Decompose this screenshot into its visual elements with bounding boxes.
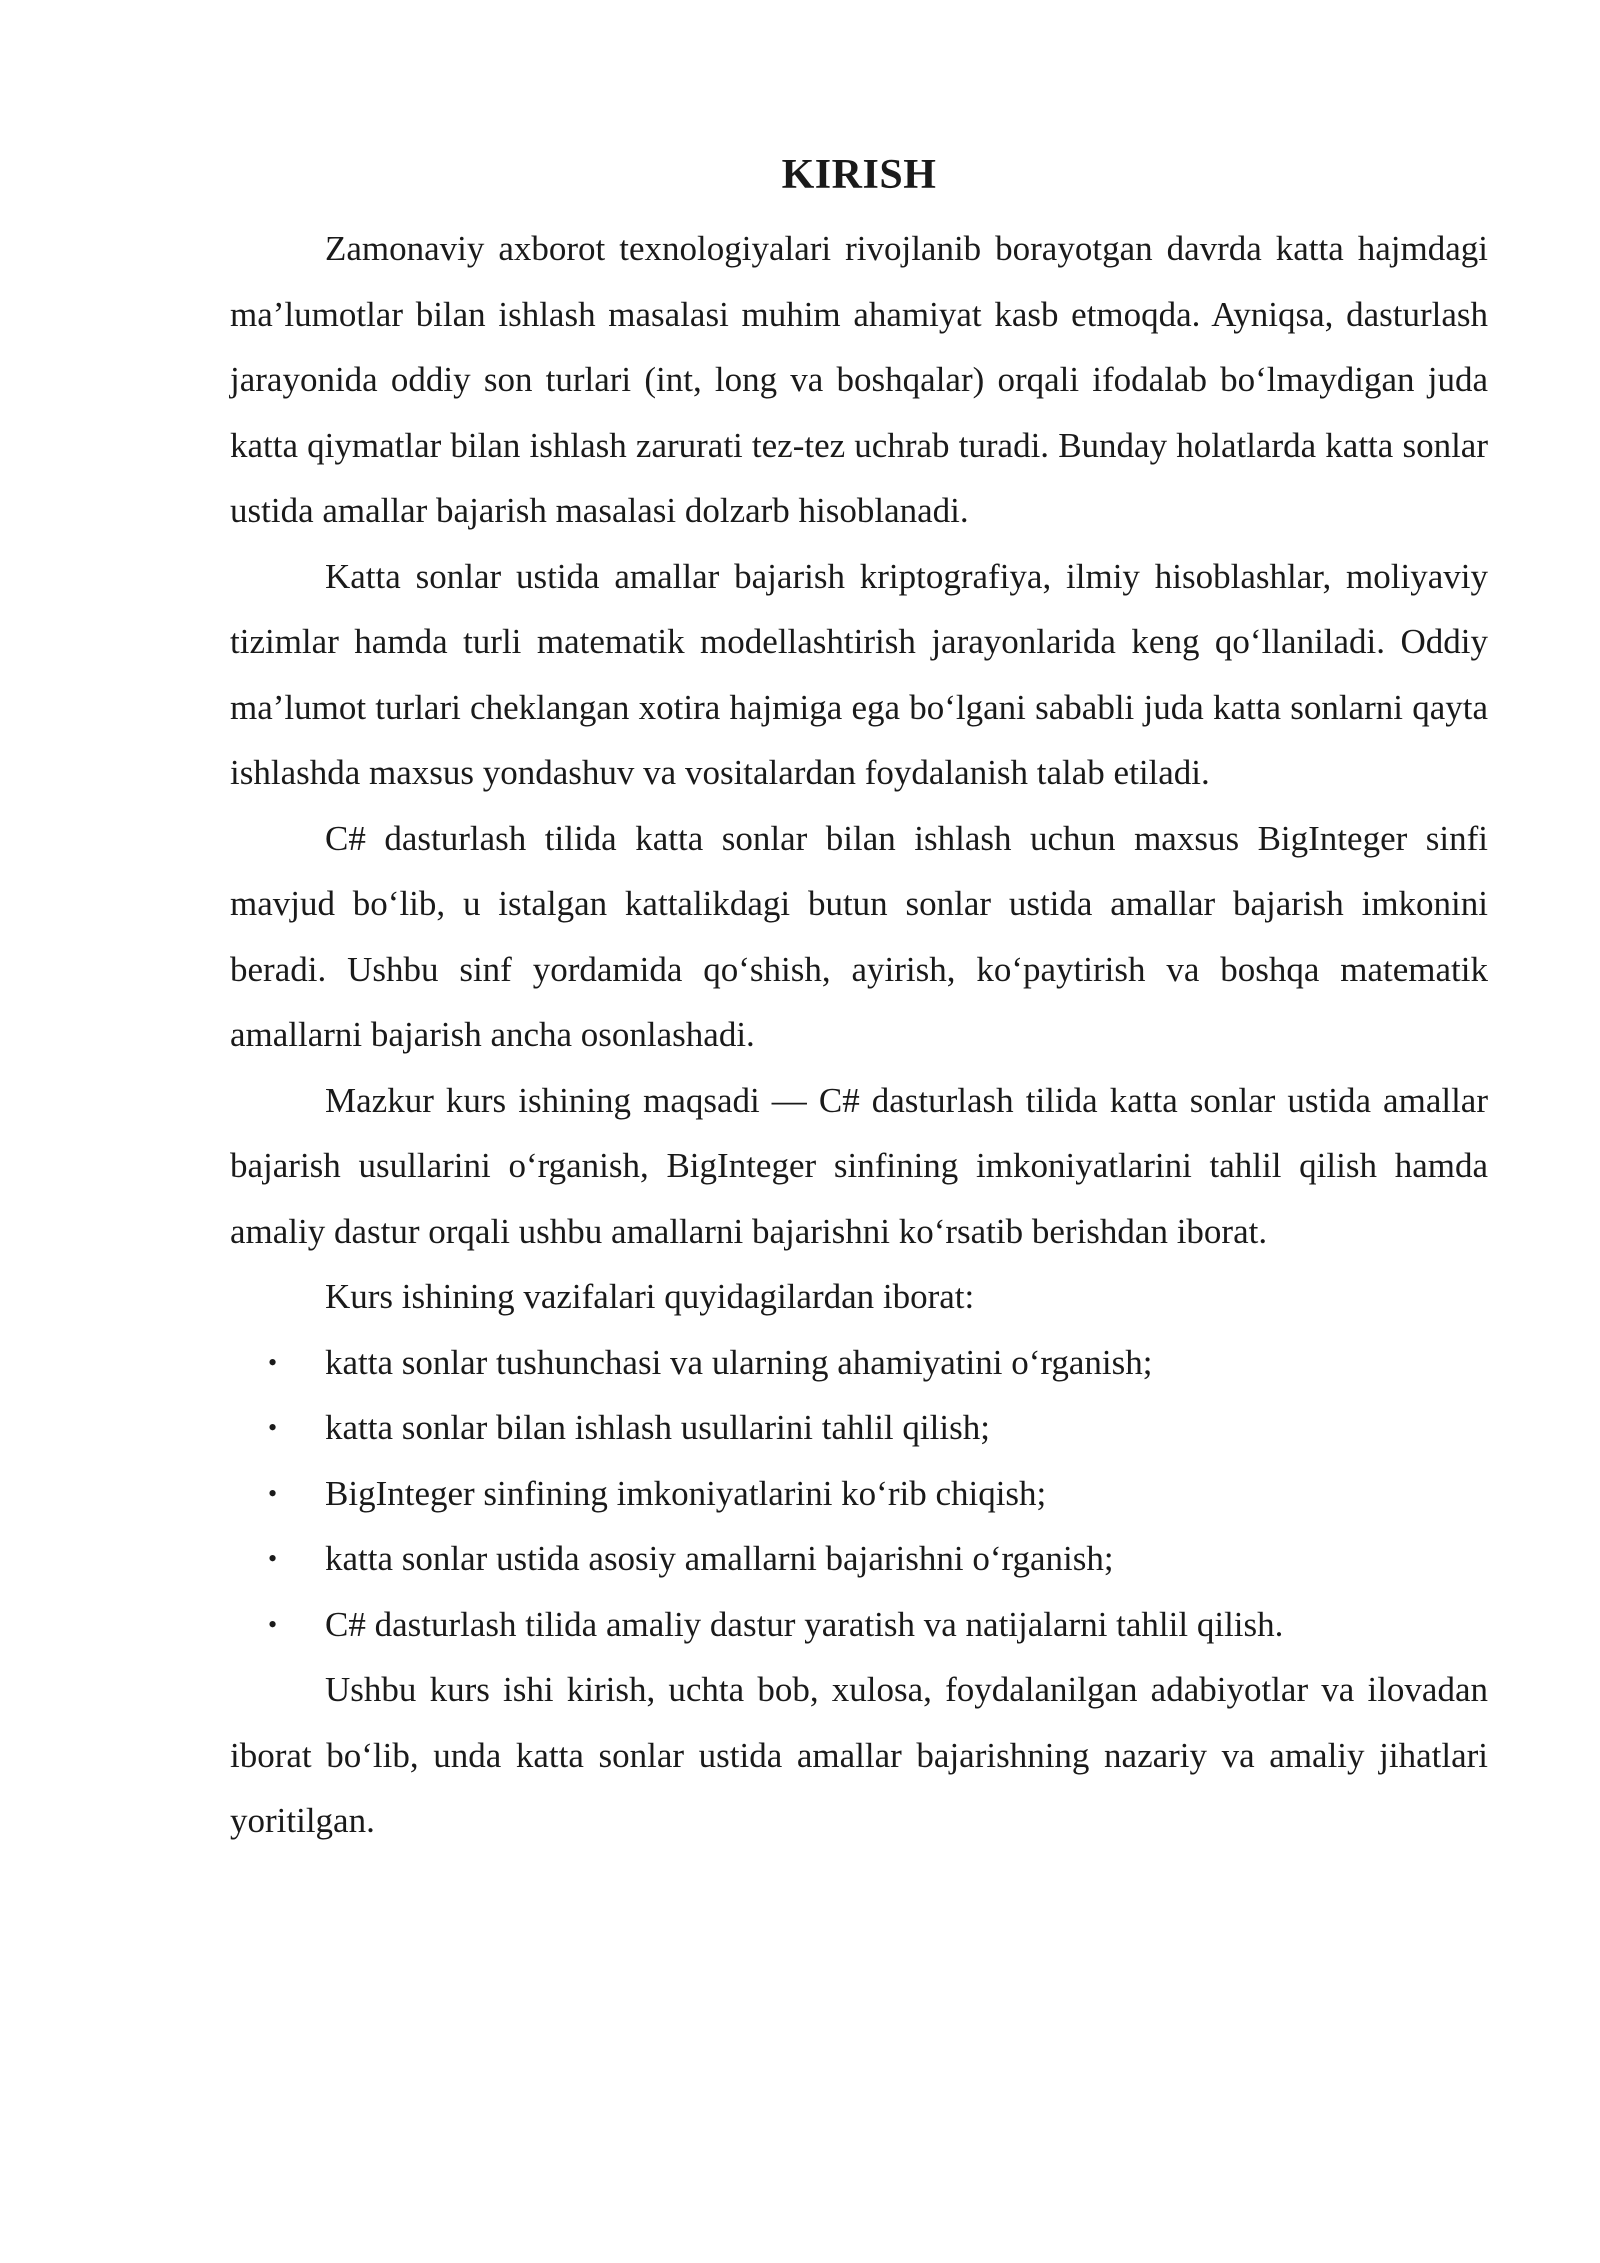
bullet-icon: • (268, 1413, 278, 1442)
page-title: KIRISH (781, 152, 937, 198)
list-item-text: katta sonlar bilan ishlash usullarini tahlil qilish; (325, 1408, 990, 1447)
bullet-icon: • (268, 1609, 278, 1639)
bullet-icon: • (268, 1347, 278, 1377)
paragraph-goal: Mazkur kurs ishining maqsadi — C# dasturlash tilida katta sonlar ustida amallar bajarish usullarini o‘rganish, BigInteger sinfining imkoniyatlarini tahlil qilish hamda amaliy dastur orqali ushbu amallarni bajarishni ko‘rsatib berishdan iborat. (230, 1080, 1488, 1251)
list-item-text: katta sonlar tushunchasi va ularning ahamiyatini o‘rganish; (325, 1342, 1153, 1382)
paragraph-structure: Ushbu kurs ishi kirish, uchta bob, xulosa, foydalanilgan adabiyotlar va ilovadan iborat bo‘lib, unda katta sonlar ustida amallar bajarishning nazariy va amaliy jihatlari yoritilgan. (230, 1670, 1488, 1840)
paragraph-biginteger: C# dasturlash tilida katta sonlar bilan ishlash uchun maxsus BigInteger sinfi mavjud bo‘lib, u istalgan kattalikdagi butun sonlar ustida amallar bajarish imkonini beradi. Ushbu sinf yordamida qo‘shish, ayirish, ko‘paytirish va boshqa matematik amallarni bajarish ancha osonlashadi. (230, 818, 1488, 1054)
paragraph-tasks-intro: Kurs ishining vazifalari quyidagilardan iborat: (325, 1277, 975, 1316)
list-item-text: C# dasturlash tilida amaliy dastur yaratish va natijalarni tahlil qilish. (325, 1604, 1284, 1644)
bullet-icon: • (268, 1478, 278, 1508)
list-item (230, 1592, 1488, 1658)
page-content (230, 148, 1488, 1854)
list-item (230, 1461, 1488, 1527)
list-item-text: BigInteger sinfining imkoniyatlarini ko‘rib chiqish; (325, 1473, 1047, 1513)
list-item-text: katta sonlar ustida asosiy amallarni bajarishni o‘rganish; (325, 1539, 1114, 1578)
paragraph-applications: Katta sonlar ustida amallar bajarish kriptografiya, ilmiy hisoblashlar, moliyaviy tizimlar hamda turli matematik modellashtirish jarayonlarida keng qo‘llaniladi. Oddiy ma’lumot turlari cheklangan xotira hajmiga ega bo‘lgani sababli juda katta sonlarni qayta ishlashda maxsus yondashuv va vositalardan foydalanish talab etiladi. (230, 556, 1488, 792)
list-item (230, 1395, 1488, 1461)
paragraph-intro: Zamonaviy axborot texnologiyalari rivojlanib borayotgan davrda katta hajmdagi ma’lumotlar bilan ishlash masalasi muhim ahamiyat kasb etmoqda. Ayniqsa, dasturlash jarayonida oddiy son turlari (int, long va boshqalar) orqali ifodalab bo‘lmaydigan juda katta qiymatlar bilan ishlash zarurati tez-tez uchrab turadi. Bunday holatlarda katta sonlar ustida amallar bajarish masalasi dolzarb hisoblanadi. (230, 229, 1488, 530)
bullet-icon: • (268, 1544, 278, 1573)
list-item (230, 1526, 1488, 1592)
list-item (230, 1330, 1488, 1396)
tasks-list (230, 1330, 1488, 1658)
